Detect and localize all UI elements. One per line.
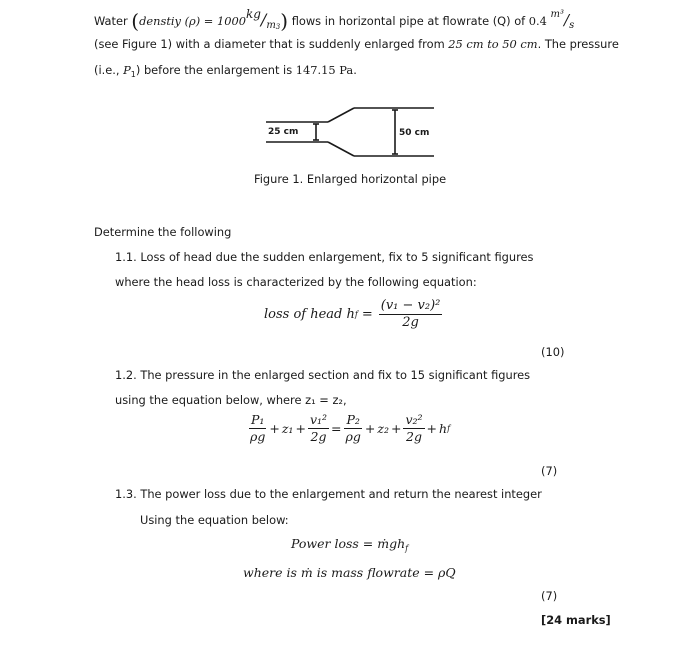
expansion-top-wall (328, 108, 354, 122)
intro-line-1: Water (denstiy $(\rho) = 1000kg/m_3$) flows in horizontal pipe at flowrate (Q) of 0.4 m³/s (94, 7, 575, 33)
large-diameter-label: 50 cm (399, 128, 430, 138)
q1-line-1: 1.1. Loss of head due the sudden enlargement, fix to 5 significant figures (115, 250, 534, 264)
q1-equation: loss of head h f = $\frac{\text{(v₁ − v₂)²}}{2g}$ (264, 298, 441, 330)
q3-marks: (7) (541, 589, 558, 603)
q2-line-1: 1.2. The pressure in the enlarged section and fix to 15 significant figures (115, 368, 531, 382)
intro-line-2: (see Figure 1) with a diameter that is suddenly enlarged from 25 cm to 50 cm. The pressure (94, 37, 619, 51)
figure-caption: Figure 1. Enlarged horizontal pipe (254, 172, 447, 186)
section-heading: Determine the following (94, 225, 232, 239)
q2-bernoulli-equation: $\frac{\text{P₁}}{\rho g}$ + z₁ + $\frac{\text{v₁²}}{2g}$ = $\frac{\text{P₂}}{\rho g}$ + z₂ + $\frac{\text{v₂²}}{2g}$ + h f (250, 412, 451, 444)
q3-mass-flowrate-equation: where is ṁ is mass flowrate = ρQ (243, 565, 456, 580)
total-marks: [24 marks] (541, 613, 611, 627)
q3-line-2: Using the equation below: (140, 513, 289, 527)
initial-pressure: 147.15 Pa (295, 63, 354, 77)
q1-line-2: where the head loss is characterized by the following equation: (115, 275, 477, 289)
expansion-bottom-wall (328, 142, 354, 156)
q1-marks: (10) (541, 345, 565, 359)
q3-power-equation: Power loss = ṁgh$_f$ (291, 536, 409, 553)
q2-line-2: using the equation below, where z₁ = z₂, (115, 393, 347, 407)
intro-line-3: (i.e., $P_1$) before the enlargement is 147.15 Pa. (94, 63, 357, 79)
small-diameter-label: 25 cm (268, 127, 299, 137)
q2-marks: (7) (541, 464, 558, 478)
q3-line-1: 1.3. The power loss due to the enlargement and return the nearest integer (115, 487, 542, 501)
diameter-range: 25 cm to 50 cm (448, 37, 538, 51)
